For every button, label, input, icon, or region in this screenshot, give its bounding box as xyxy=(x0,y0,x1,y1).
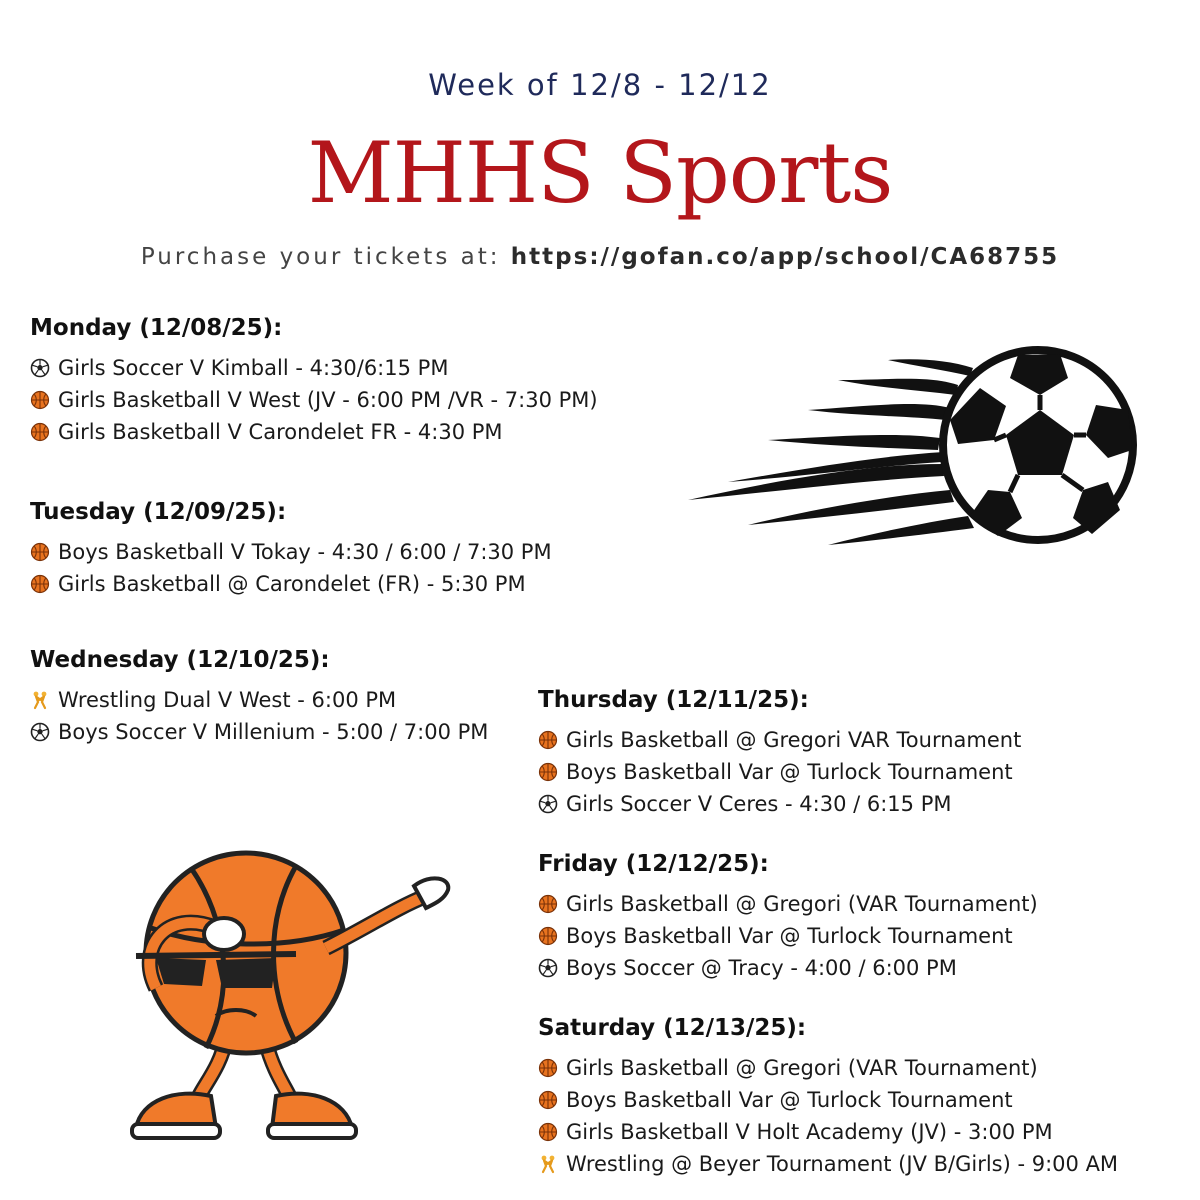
dabbing-basketball-mascot-icon xyxy=(96,838,466,1163)
event-item xyxy=(538,920,1038,952)
basketball-icon xyxy=(30,422,50,442)
day-section-wednesday xyxy=(30,644,488,748)
wrestling-icon xyxy=(30,690,50,710)
event-item xyxy=(538,888,1038,920)
basketball-icon xyxy=(30,390,50,410)
event-text: Boys Basketball Var @ Turlock Tournament xyxy=(566,1088,1013,1112)
day-section-tuesday xyxy=(30,496,552,600)
tickets-label: Purchase your tickets at: xyxy=(140,244,501,270)
event-text: Boys Soccer @ Tracy - 4:00 / 6:00 PM xyxy=(566,956,957,980)
event-text: Boys Basketball Var @ Turlock Tournament xyxy=(566,760,1013,784)
event-item xyxy=(538,1116,1118,1148)
event-text: Girls Soccer V Ceres - 4:30 / 6:15 PM xyxy=(566,792,952,816)
wrestling-icon xyxy=(538,1154,558,1174)
event-item xyxy=(30,568,552,600)
day-section-friday xyxy=(538,848,1038,984)
event-text: Girls Basketball @ Gregori VAR Tournament xyxy=(566,728,1022,752)
basketball-icon xyxy=(538,1090,558,1110)
tickets-line xyxy=(0,244,1200,270)
event-text: Wrestling @ Beyer Tournament (JV B/Girls) - 9:00 AM xyxy=(566,1152,1119,1176)
event-text: Boys Basketball V Tokay - 4:30 / 6:00 / 7:30 PM xyxy=(58,540,552,564)
basketball-icon xyxy=(538,730,558,750)
day-section-monday xyxy=(30,312,598,448)
basketball-icon xyxy=(538,926,558,946)
page-title: MHHS Sports xyxy=(307,124,893,222)
event-text: Girls Basketball @ Gregori (VAR Tournament) xyxy=(566,1056,1038,1080)
day-heading: Friday (12/12/25): xyxy=(538,851,769,877)
day-heading: Saturday (12/13/25): xyxy=(538,1015,807,1041)
tickets-url-link[interactable]: https://gofan.co/app/school/CA68755 xyxy=(510,244,1060,270)
event-item xyxy=(538,1084,1118,1116)
soccer-ball-icon xyxy=(30,722,50,742)
event-item xyxy=(30,384,598,416)
day-heading: Thursday (12/11/25): xyxy=(538,687,809,713)
event-item xyxy=(30,716,488,748)
event-text: Girls Basketball V West (JV - 6:00 PM /VR - 7:30 PM) xyxy=(58,388,598,412)
event-item xyxy=(538,952,1038,984)
event-item xyxy=(538,724,1021,756)
event-text: Girls Soccer V Kimball - 4:30/6:15 PM xyxy=(58,356,449,380)
event-text: Girls Basketball @ Gregori (VAR Tournament) xyxy=(566,892,1038,916)
day-heading: Tuesday (12/09/25): xyxy=(30,499,287,525)
event-text: Boys Soccer V Millenium - 5:00 / 7:00 PM xyxy=(58,720,489,744)
soccer-ball-icon xyxy=(30,358,50,378)
basketball-icon xyxy=(538,762,558,782)
event-text: Girls Basketball V Holt Academy (JV) - 3:00 PM xyxy=(566,1120,1053,1144)
soccer-ball-icon xyxy=(538,958,558,978)
basketball-icon xyxy=(30,542,50,562)
event-item xyxy=(30,416,598,448)
basketball-icon xyxy=(538,894,558,914)
basketball-icon xyxy=(538,1122,558,1142)
day-heading: Wednesday (12/10/25): xyxy=(30,647,330,673)
soccer-ball-icon xyxy=(538,794,558,814)
event-item xyxy=(30,536,552,568)
basketball-icon xyxy=(538,1058,558,1078)
week-subtitle: Week of 12/8 - 12/12 xyxy=(428,68,772,102)
event-text: Girls Basketball V Carondelet FR - 4:30 PM xyxy=(58,420,503,444)
event-text: Boys Basketball Var @ Turlock Tournament xyxy=(566,924,1013,948)
event-text: Girls Basketball @ Carondelet (FR) - 5:30 PM xyxy=(58,572,526,596)
event-text: Wrestling Dual V West - 6:00 PM xyxy=(58,688,397,712)
event-item xyxy=(538,756,1021,788)
day-section-saturday xyxy=(538,1012,1118,1180)
event-item xyxy=(538,1148,1118,1180)
flying-soccer-ball-icon xyxy=(688,340,1148,555)
event-item xyxy=(538,1052,1118,1084)
event-item xyxy=(538,788,1021,820)
basketball-icon xyxy=(30,574,50,594)
event-item xyxy=(30,352,598,384)
event-item xyxy=(30,684,488,716)
day-section-thursday xyxy=(538,684,1021,820)
day-heading: Monday (12/08/25): xyxy=(30,315,283,341)
